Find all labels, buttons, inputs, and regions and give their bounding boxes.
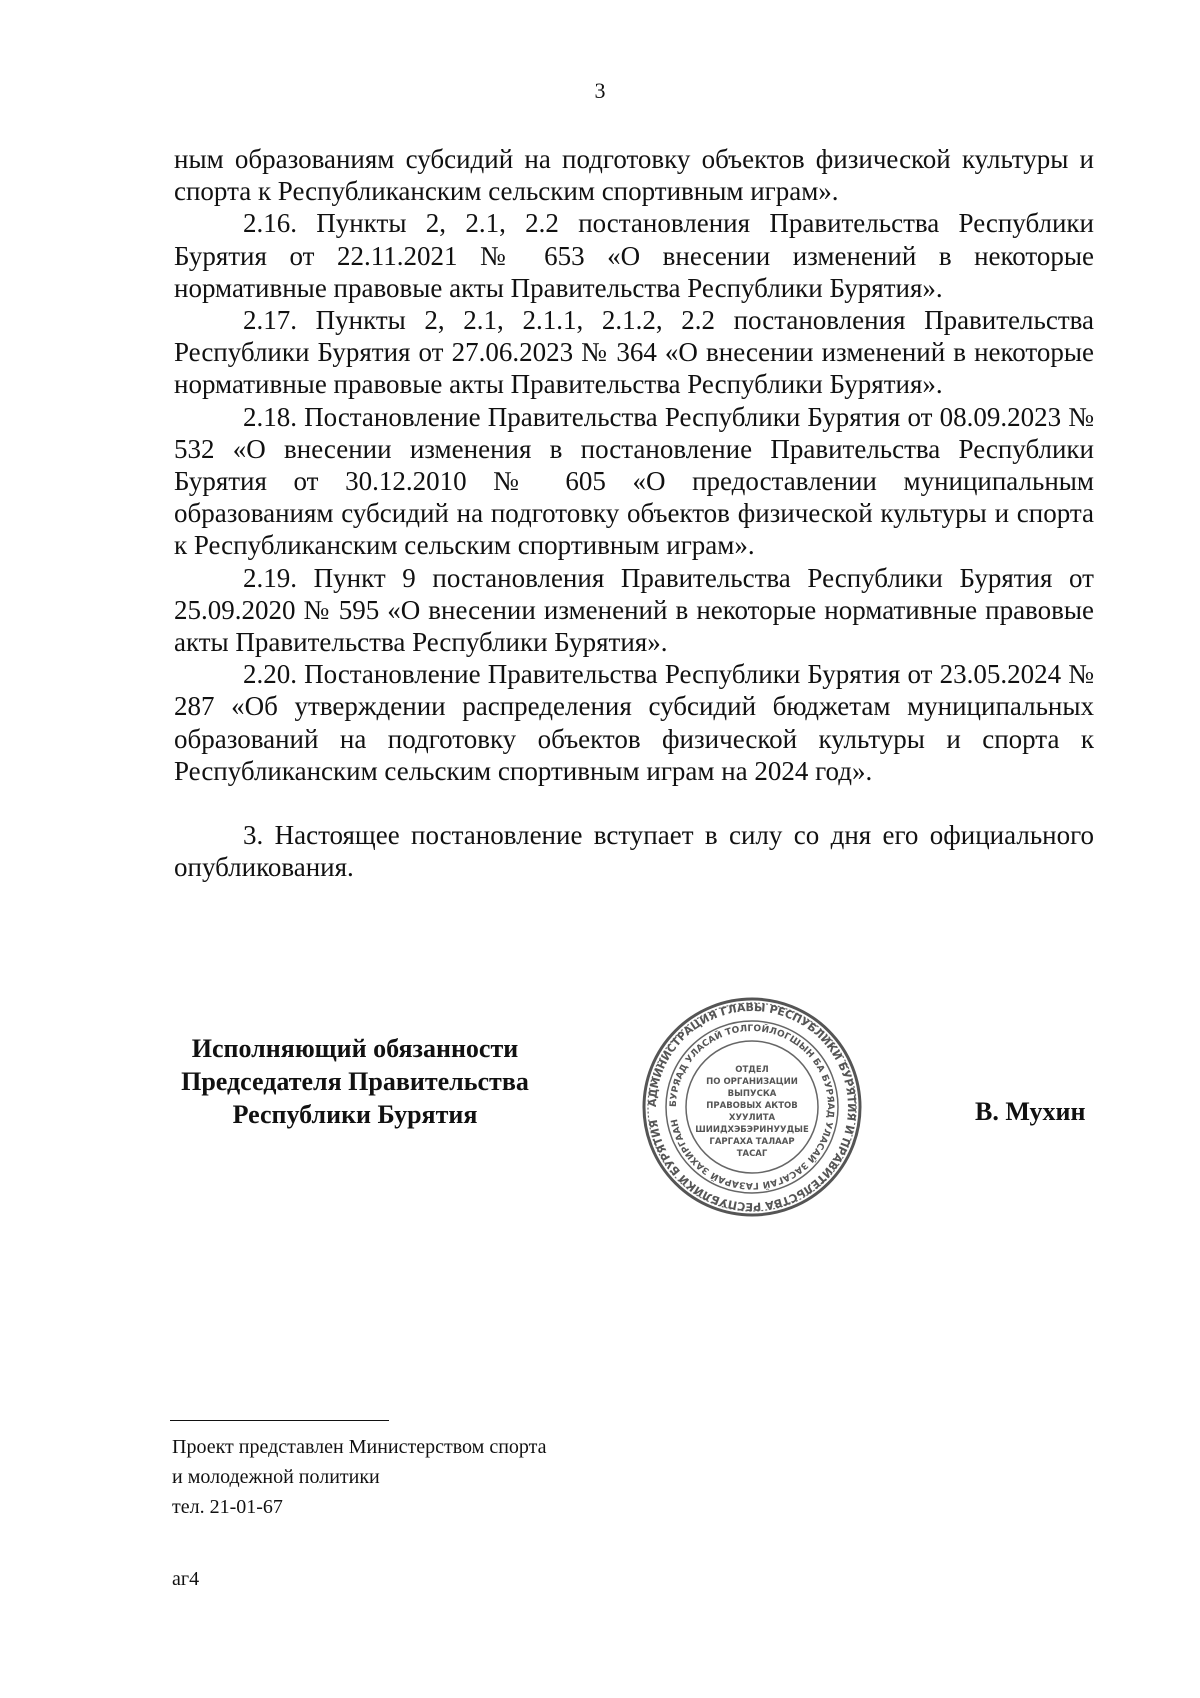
paragraph-3: 3. Настоящее постановление вступает в силу со дня его официального опубликования.: [174, 820, 1094, 883]
stamp-center-line: ТАСАГ: [736, 1149, 768, 1159]
footnote-divider: [170, 1420, 389, 1421]
signatory-title-line: Председателя Правительства: [181, 1067, 529, 1096]
stamp-center-line: ШИИДХЭБЭРИНУУДЫЕ: [695, 1125, 809, 1135]
stamp-center-line: ОТДЕЛ: [735, 1065, 769, 1075]
stamp-outer-text: АДМИНИСТРАЦИЯ ГЛАВЫ РЕСПУБЛИКИ БУРЯТИЯ И ПРАВИТЕЛЬСТВА РЕСПУБЛИКИ БУРЯТИЯ: [645, 1000, 859, 1214]
signatory-title: [155, 1032, 555, 1131]
paragraph-2-18: 2.18. Постановление Правительства Республики Бурятия от 08.09.2023 № 532 «О внесении изменения в постановление Правительства Республики Бурятия от 30.12.2010 № 605 «О предоставлении муниципальным образованиям субсидий на подготовку объектов физической культуры и спорта к Республиканским сельским спортивным играм».: [174, 401, 1094, 561]
stamp-inner-text: БУРЯАД УЛАСАЙ ТОЛГОЙЛОГШЫН БА БУРЯАД УЛАСАЙ ЗАСАГАЙ ГАЗАРАЙ ЗАХИРГААН: [668, 1023, 836, 1191]
signatory-title-line: Исполняющий обязанности: [191, 1034, 519, 1063]
stamp-center-line: ПО ОРГАНИЗАЦИИ: [706, 1077, 798, 1087]
stamp-center-line: ВЫПУСКА: [727, 1089, 777, 1099]
official-seal-stamp: [640, 995, 864, 1219]
stamp-center-line: ПРАВОВЫХ АКТОВ: [706, 1101, 798, 1111]
document-code: аг4: [172, 1568, 200, 1590]
footnote-line: тел. 21-01-67: [172, 1496, 283, 1518]
page-number: 3: [594, 78, 606, 103]
footnote-line: и молодежной политики: [172, 1466, 380, 1488]
paragraph-2-19: 2.19. Пункт 9 постановления Правительства Республики Бурятия от 25.09.2020 № 595 «О внесении изменений в некоторые нормативные правовые акты Правительства Республики Бурятия».: [174, 562, 1094, 658]
footnote: [172, 1432, 547, 1522]
paragraph-2-16: 2.16. Пункты 2, 2.1, 2.2 постановления Правительства Республики Бурятия от 22.11.2021 № 653 «О внесении изменений в некоторые нормативные правовые акты Правительства Республики Бурятия».: [174, 208, 1094, 303]
paragraph-2-17: 2.17. Пункты 2, 2.1, 2.1.1, 2.1.2, 2.2 постановления Правительства Республики Бурятия от 27.06.2023 № 364 «О внесении изменений в некоторые нормативные правовые акты Правительства Республики Бурятия».: [174, 305, 1094, 400]
signatory-name: В. Мухин: [975, 1097, 1086, 1126]
stamp-center-line: ГАРГАХА ТАЛААР: [709, 1137, 795, 1147]
paragraph-continuation: ным образованиям субсидий на подготовку объектов физической культуры и спорта к Республиканским сельским спортивным играм».: [174, 144, 1094, 207]
stamp-center-line: ХУУЛИТА: [728, 1113, 776, 1123]
document-body: [174, 143, 1094, 883]
paragraph-2-20: 2.20. Постановление Правительства Республики Бурятия от 23.05.2024 № 287 «Об утверждении распределения субсидий бюджетам муниципальных образований на подготовку объектов физической культуры и спорта к Республиканским сельским спортивным играм на 2024 год».: [174, 659, 1094, 786]
footnote-line: Проект представлен Министерством спорта: [172, 1436, 547, 1458]
signatory-title-line: Республики Бурятия: [232, 1100, 478, 1129]
